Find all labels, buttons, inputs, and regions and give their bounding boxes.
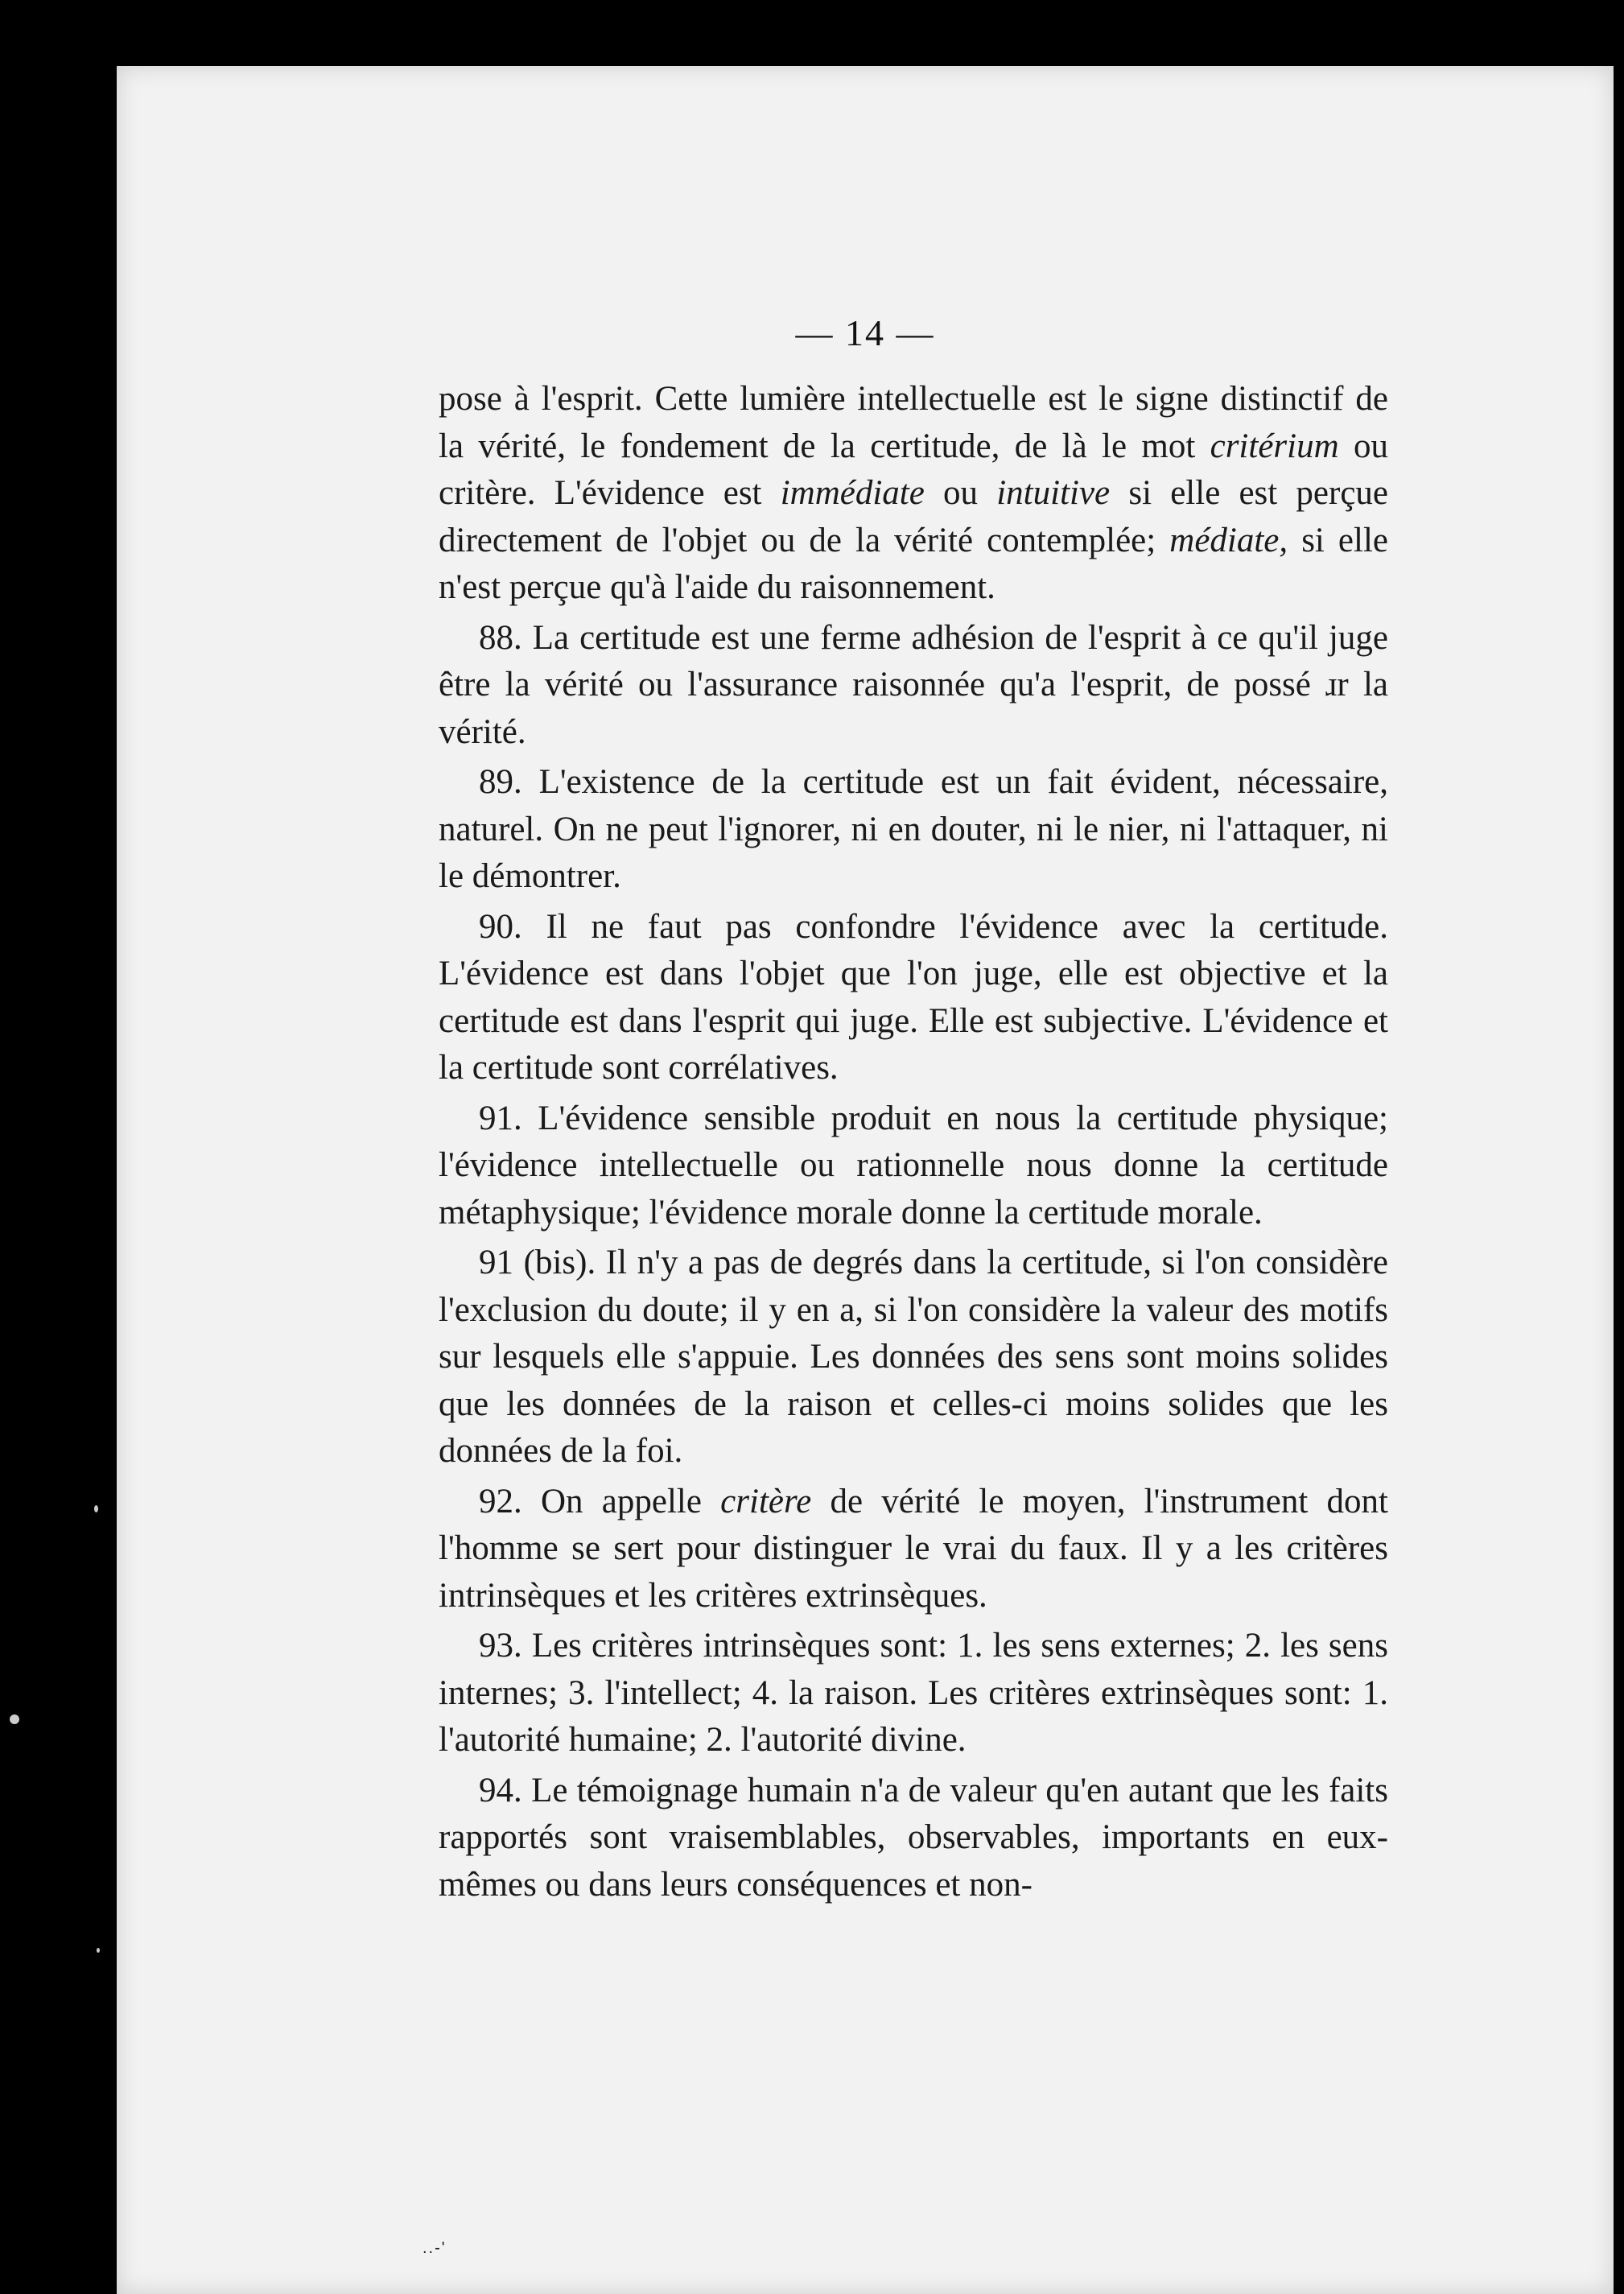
paragraph-94 — [439, 1768, 1388, 1909]
paragraph-89 — [439, 759, 1388, 901]
paragraph-88 — [439, 615, 1388, 757]
paragraph-91 — [439, 1095, 1388, 1237]
page-number: — 14 — — [795, 312, 935, 353]
text-run: 88. La certitude est une ferme adhésion de l'esprit à ce qu'il juge être la vérité ou l'assurance raisonnée qu'a l'esprit, de possé ɹr la vérité. — [439, 618, 1388, 751]
scan-speck — [10, 1714, 19, 1724]
italic-term: critère — [720, 1482, 812, 1520]
paragraph-93 — [439, 1623, 1388, 1764]
text-run: si elle est perçue directement de l'objet ou de la vérité contemplée; — [439, 474, 1389, 559]
scan-speck — [94, 1505, 98, 1512]
text-run: 91 (bis). Il n'y a pas de degrés dans la certitude, si l'on considère l'exclusion du doute; il y en a, si l'on considère la valeur des motifs sur lesquels elle s'appuie. Les données des sens sont moins solides que les données de la raison et celles-ci moins solides que les données de la foi. — [439, 1244, 1388, 1470]
text-run: si elle n'est perçue qu'à l'aide du raisonnement. — [439, 521, 1388, 606]
text-run: 89. L'existence de la certitude est un fait évident, nécessaire, naturel. On ne peut l'ignorer, ni en douter, ni le nier, ni l'attaquer, ni le démontrer. — [439, 763, 1388, 895]
italic-term: intuitive — [996, 474, 1111, 512]
italic-term: immédiate — [780, 474, 925, 512]
text-run: de vérité le moyen, l'instrument dont l'homme se sert pour distinguer le vrai du faux. Il y a les critères intrinsèques et les critères extrinsèques. — [439, 1482, 1388, 1615]
paragraph-91-bis — [439, 1240, 1388, 1475]
italic-term: médiate, — [1169, 521, 1288, 559]
text-run: 93. Les critères intrinsèques sont: 1. les sens externes; 2. les sens internes; 3. l'intellect; 4. la raison. Les critères extrinsèques sont: 1. l'autorité humaine; 2. l'autorité divine. — [439, 1627, 1388, 1759]
text-run: ou — [924, 474, 997, 512]
footer-marks: ..-' — [422, 2239, 447, 2257]
text-run: 92. On appelle — [479, 1482, 721, 1520]
paragraph-continued — [439, 376, 1388, 612]
paragraph-92 — [439, 1479, 1388, 1620]
paragraph-90 — [439, 904, 1388, 1092]
text-run: 90. Il ne faut pas confondre l'évidence avec la certitude. L'évidence est dans l'objet que l'on juge, elle est objective et la certitude est dans l'esprit qui juge. Elle est subjective. L'évidence et la certitude sont corrélatives. — [439, 907, 1388, 1087]
book-page — [117, 66, 1614, 2294]
body-text — [439, 376, 1388, 1912]
text-run: pose à l'esprit. Cette lumière intellectuelle est le signe distinctif de la vérité, le fondement de la certitude, de là le mot — [439, 380, 1388, 465]
italic-term: critérium — [1210, 427, 1339, 465]
text-run: 91. L'évidence sensible produit en nous la certitude physique; l'évidence intellectuelle ou rationnelle nous donne la certitude métaphysique; l'évidence morale donne la certitude morale. — [439, 1099, 1388, 1232]
scan-speck — [97, 1948, 100, 1953]
text-run: ou critère. L'évidence est — [439, 427, 1388, 512]
text-run: 94. Le témoignage humain n'a de valeur qu'en autant que les faits rapportés sont vraisemblables, observables, importants en eux-mêmes ou dans leurs conséquences et non- — [439, 1771, 1388, 1904]
